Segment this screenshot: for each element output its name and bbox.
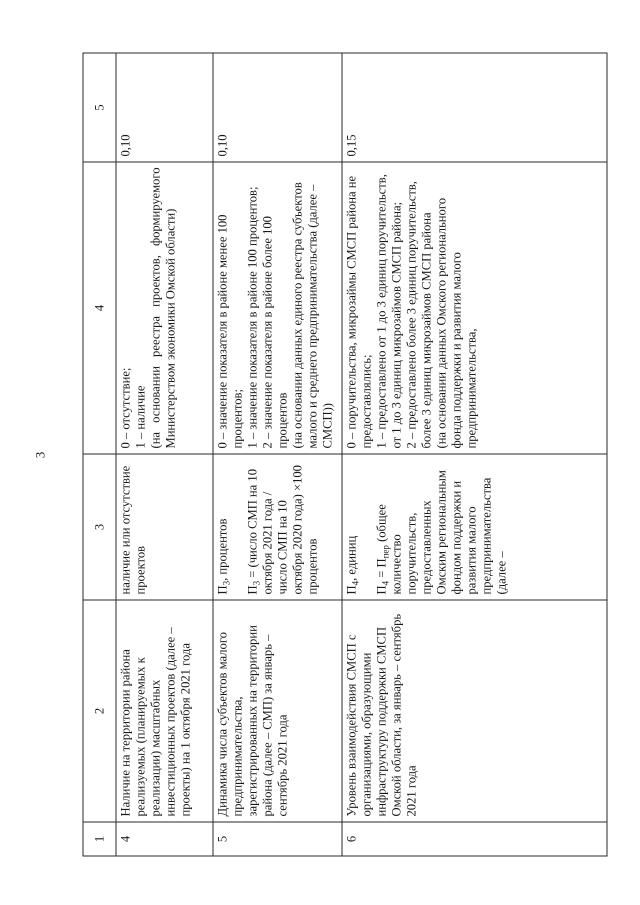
method-cell xyxy=(342,162,607,454)
unit-cell xyxy=(342,454,607,600)
unit-label: $П_3$, процентов xyxy=(215,518,232,595)
method-line: (на основании данных единого реестра субъектов малого и среднего предпринимательства (далее – СМСП)) xyxy=(290,182,335,449)
method-line: (на основании реестра проектов, формируемого Министерством экономики Омской области) xyxy=(148,167,178,449)
method-cell xyxy=(213,162,342,454)
column-header: 4 xyxy=(83,162,116,454)
method-line: 0 – отсутствие; xyxy=(118,367,133,449)
method-line: (на основании данных Омского регионального фонда поддержки и развития малого предпринимательства, xyxy=(434,198,479,449)
column-header: 1 xyxy=(83,822,116,856)
weight-cell: 0,15 xyxy=(342,53,607,162)
method-cell xyxy=(116,162,213,454)
indicator-name: Наличие на территории района реализуемых (планируемых к реализации) масштабных инвестиционных проектов (далее – проекты) на 1 октября 2021 года xyxy=(116,600,213,822)
unit-cell: наличие или отсутствие проектов xyxy=(116,454,213,600)
table-row xyxy=(213,53,342,856)
method-line: 1 – предоставлено от 1 до 3 единиц поручительств, от 1 до 3 единиц микрозаймов СМСП района; xyxy=(374,174,404,449)
table-header-row xyxy=(83,53,116,856)
table-row xyxy=(116,53,213,856)
row-number: 6 xyxy=(342,822,607,856)
criteria-table xyxy=(83,53,608,857)
method-line: 2 – значение показателя в районе более 100 процентов xyxy=(260,216,290,449)
formula: $П_4 = П_{пер}$ (общее количество поручительств, предоставленных Омским региональным фондом поддержки и развития малого предпринимательства (далее – xyxy=(374,470,509,595)
method-line: 2 – предоставлено более 3 единиц поручительств, более 3 единиц микрозаймов СМСП района xyxy=(404,181,434,449)
method-line: 1 – наличие xyxy=(133,385,148,449)
unit-cell xyxy=(213,454,342,600)
column-header: 3 xyxy=(83,454,116,600)
indicator-name: Уровень взаимодействия СМСП с организациями, образующими инфраструктуру поддержки СМСП Омской области, за январь – сентябрь 2021 года xyxy=(342,600,607,822)
unit-label: $П_4$, единиц xyxy=(344,535,361,595)
weight-cell: 0,10 xyxy=(116,53,213,162)
row-number: 4 xyxy=(116,822,213,856)
weight-cell: 0,10 xyxy=(213,53,342,162)
table-row xyxy=(342,53,607,856)
formula: $П_3$ = (число СМП на 10 октября 2021 года / число СМП на 10 октября 2020 года) ×100 процентов xyxy=(245,465,320,595)
row-number: 5 xyxy=(213,822,342,856)
method-line: 1 – значение показателя в районе 100 процентов; xyxy=(245,186,260,449)
method-line: 0 – поручительства, микрозаймы СМСП района не предоставлялись; xyxy=(344,175,374,449)
page-number: 3 xyxy=(32,451,48,459)
indicator-name: Динамика числа субъектов малого предпринимательства, зарегистрированных на территории района (далее – СМП) за январь – сентябрь 2021 года xyxy=(213,600,342,822)
method-line: 0 – значение показателя в районе менее 100 процентов; xyxy=(215,214,245,449)
rotated-table-container xyxy=(83,54,608,857)
column-header: 5 xyxy=(83,53,116,162)
column-header: 2 xyxy=(83,600,116,822)
